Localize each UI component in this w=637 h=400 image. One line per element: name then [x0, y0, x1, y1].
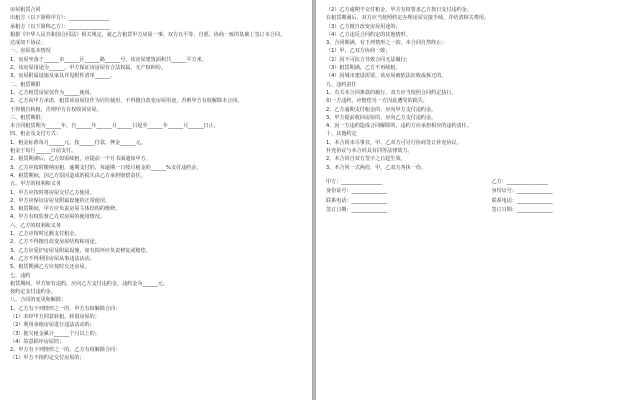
text-line: 根据《中华人民共和国合同法》相关规定，就乙方租赁甲方房屋一事，双方在平等、自愿、协商一致的基础上签订本合同。 — [10, 31, 286, 38]
text-line: （2）乙方逾期不交付租金，甲方有权要求乙方按日支付违约金。 — [326, 7, 472, 13]
text-line: 3、甲方提前收回房屋的，应向乙方支付违约金。 — [326, 114, 437, 121]
text-line: 2、甲方有下列情形之一的，乙方有权解除合同： — [10, 347, 121, 354]
text-line: （3）拖欠租金累计______个月以上的； — [10, 330, 100, 337]
text-line: 七、违约 — [10, 272, 31, 279]
text-line: 3、合同期满，有下列情形之一的，本合同自然终止： — [326, 40, 447, 47]
text-line: 在租赁期满后，双方应当按照约定办理房屋交接手续，并结清相关费用。 — [326, 15, 490, 22]
text-line: （4）故意损坏房屋的； — [10, 338, 65, 345]
text-line: 1、租金标准每月______元，按______付款，押金______元。 — [10, 139, 146, 146]
lessee-phone: 联系电话：______________ — [491, 197, 553, 204]
text-line: 2、甲方应保证房屋及附属设施的正常使用。 — [10, 197, 111, 204]
text-line: 1、房屋坐落于______市______区______路______号，该房屋建筑面积共______平方米。 — [10, 56, 207, 63]
lessor-id: 身份证号：______________ — [326, 188, 388, 195]
signature-row — [326, 206, 627, 215]
lessor-label: 甲方：________________ — [326, 178, 383, 185]
text-line: 3、本合同一式两份，甲、乙双方各执一份。 — [326, 164, 427, 171]
text-line: （2）利用承租房屋进行违法活动的； — [10, 322, 95, 329]
text-line: 八、合同的变更和解除： — [10, 297, 67, 304]
text-line: 2、乙方向甲方承诺，租赁该房屋仅作为居住使用，不得擅自改变房屋用途，否则甲方有权解除本合同。 — [10, 98, 243, 105]
lessor-phone: 联系电话：______________ — [326, 197, 388, 204]
text-line: 2、租赁期满后，乙方如需续租，应提前一个月书面通知甲方。 — [10, 156, 151, 163]
text-line: 2、乙方逾期支付租金的，应向甲方支付违约金。 — [326, 106, 437, 113]
text-line: 如一方违约，应赔偿另一方因此遭受的损失。 — [326, 98, 428, 105]
text-line: 租赁期间，甲方如有违约，应向乙方支付违约金，违约金为______元。 — [10, 280, 168, 287]
text-line: 一、房屋基本情况 — [10, 48, 51, 55]
text-line: 四、租金及支付方式： — [10, 131, 61, 138]
text-line: 3、房屋附属设施及家具详见附件清单______。 — [10, 73, 116, 80]
text-line: 本合同租赁期为______年，自______年______月______日起至______年______月______日止。 — [10, 123, 219, 130]
signature-block — [326, 178, 627, 215]
text-line: 出租方（以下简称甲方）：________________ — [10, 15, 110, 22]
text-line: （1）甲方不按约定交付房屋的； — [10, 355, 85, 362]
text-line: （3）租赁期满，乙方不再续租。 — [326, 65, 401, 72]
document-page-left — [0, 0, 312, 400]
page-text-column — [326, 6, 627, 172]
text-line: （1）未经甲方同意转租、转借房屋的； — [10, 313, 100, 320]
document-page-right — [316, 0, 637, 400]
text-line: 2、该房屋用途为______，甲方保证该房屋有合法权属，无产权纠纷。 — [10, 65, 167, 72]
text-line: （3）乙方擅自改变房屋用途的； — [326, 23, 401, 30]
text-line: 2、乙方不得擅自改变房屋结构和用途。 — [10, 239, 100, 246]
text-line: （2）因不可抗力导致合同无法履行； — [326, 56, 411, 63]
text-line: 3、乙方应爱护房屋及附属设施，如有损坏应负责修复或赔偿。 — [10, 247, 151, 254]
text-line: 3、乙方应按时缴纳房租，逾期支付的，每逾期一日按月租金的______%支付违约金。 — [10, 164, 202, 171]
text-line: 十、其他约定 — [326, 131, 357, 138]
text-line: 5、租赁期满乙方应按时交还房屋。 — [10, 264, 90, 271]
text-line: 1、乙方有下列情形之一的，甲方有权解除合同： — [10, 305, 121, 312]
text-line: （4）因城市建设需要，该房屋被依法征收或拆迁的。 — [326, 73, 447, 80]
text-line: 不得擅自转租，否则甲方有权收回房屋。 — [10, 106, 102, 113]
page-text-column — [10, 6, 302, 363]
text-line: 九、违约责任 — [326, 81, 357, 88]
signature-row — [326, 178, 627, 187]
text-line: （4）乙方违反合同约定的其他情形。 — [326, 31, 411, 38]
lessee-id: 身份证号：______________ — [491, 188, 553, 195]
signature-row — [326, 197, 627, 206]
text-line: 3、租赁期间，甲方应负责房屋主体结构的维修。 — [10, 206, 121, 213]
text-line: 1、有关本合同条款的履行，双方应当按照合同约定执行。 — [326, 89, 457, 96]
lessee-date: 签订日期：______________ — [491, 206, 553, 213]
text-line: 承租方（以下简称乙方）：________________ — [10, 23, 110, 30]
text-line: （1）甲、乙双方协商一致； — [326, 48, 391, 55]
signature-row — [326, 187, 627, 196]
text-line: 4、因一方违约造成合同解除的，违约方应承担相应的违约责任。 — [326, 123, 472, 130]
text-line: 1、乙方应按时足额支付租金。 — [10, 231, 80, 238]
text-line: 1、甲方应按时将房屋交付乙方使用。 — [10, 189, 95, 196]
text-line: 三、租赁期限： — [10, 114, 46, 121]
text-line: 按约定支付违约金。 — [10, 289, 56, 296]
text-line: 租金于每月______日前支付。 — [10, 148, 77, 155]
text-line: 达成如下协议： — [10, 40, 46, 47]
text-line: 1、本合同未尽事宜，甲、乙双方可另行协商签订补充协议。 — [326, 139, 462, 146]
text-line: 补充协议与本合同具有同等法律效力。 — [326, 148, 413, 155]
text-line: 五、甲方的权利和义务 — [10, 181, 61, 188]
text-line: 4、租赁期间，因乙方原因造成的损失由乙方承担赔偿责任。 — [10, 172, 146, 179]
text-line: 房屋租赁合同 — [10, 7, 41, 13]
text-line: 4、甲方有权监督乙方对房屋的使用情况。 — [10, 214, 105, 221]
lessee-label: 乙方：________________ — [491, 178, 548, 185]
text-line: 二、租赁期限 — [10, 81, 41, 88]
lessor-date: 签订日期：______________ — [326, 206, 388, 213]
text-line: 2、本合同自双方签字之日起生效。 — [326, 156, 406, 163]
text-line: 六、乙方的权利和义务 — [10, 222, 61, 229]
text-line: 1、乙方租赁房屋仅作为______使用。 — [10, 89, 95, 96]
text-line: 4、乙方不得利用房屋从事违法活动。 — [10, 255, 95, 262]
